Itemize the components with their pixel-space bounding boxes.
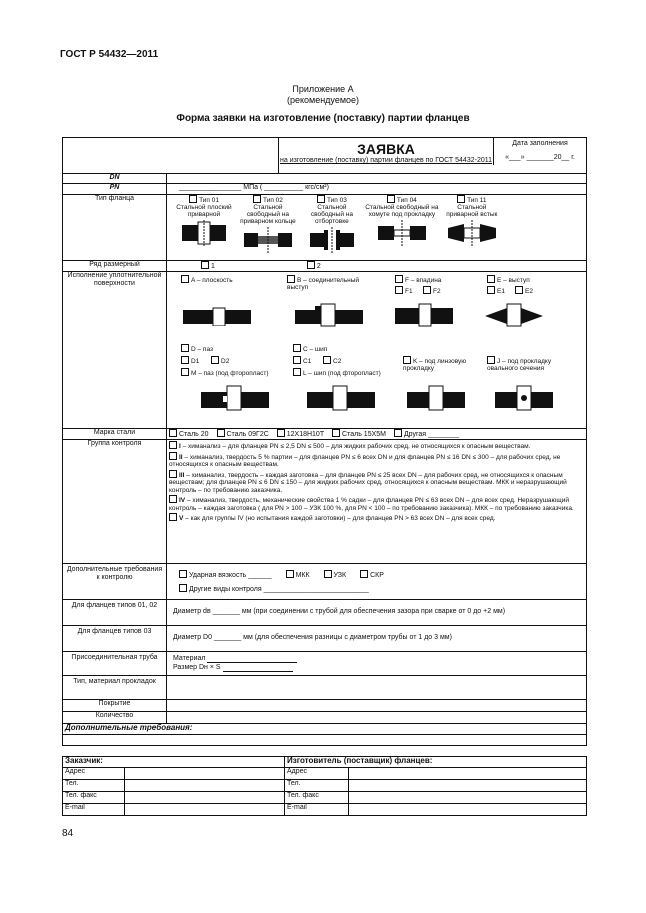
- checkbox[interactable]: [323, 356, 331, 364]
- manufacturer-fax-field[interactable]: [349, 792, 587, 804]
- control-group-text: – химанализ – для фланцев PN ≤ 2,5 DN ≤ 500 – для жидких рабочих сред, не относящихся к опасным веществам.: [182, 443, 531, 450]
- surface-l[interactable]: [293, 368, 381, 377]
- size-series-1[interactable]: [201, 263, 215, 270]
- checkbox[interactable]: [387, 195, 395, 203]
- form-title: Форма заявки на изготовление (поставку) партии фланцев: [176, 113, 470, 124]
- flange-type-label: Тип фланца: [63, 195, 167, 261]
- types-03-label: Для фланцев типов 03: [63, 626, 167, 652]
- surface-d[interactable]: [181, 344, 213, 353]
- date-label: Дата заполнения: [512, 140, 568, 147]
- application-form: [62, 137, 587, 746]
- surface-j-drawing: [495, 384, 555, 412]
- surface-j-label: J – под прокладку овального сечения: [487, 358, 552, 372]
- manufacturer-email-label: E-mail: [285, 804, 349, 816]
- surface-l-label: L – шип (под фторопласт): [303, 370, 381, 377]
- steel-name: 12Х18Н10Т: [286, 431, 325, 438]
- impact-option[interactable]: [179, 572, 272, 579]
- uzk-text: УЗК: [333, 572, 347, 579]
- quantity-field[interactable]: [167, 712, 587, 724]
- checkbox[interactable]: [169, 513, 177, 521]
- steel-label: Марка стали: [63, 429, 167, 440]
- surface-e2-label: E2: [525, 288, 533, 295]
- steel-name: Сталь 15Х5М: [342, 431, 386, 438]
- flange-type-desc: Стальной плоский приварной: [176, 204, 232, 218]
- customer-fax-label: Тел. факс: [63, 792, 125, 804]
- surface-e[interactable]: [487, 275, 530, 284]
- control-group-num: IV: [179, 497, 186, 504]
- quantity-label: Количество: [63, 712, 167, 724]
- surface-k[interactable]: [403, 356, 481, 372]
- customer-email-label: E-mail: [63, 804, 125, 816]
- flange-type-code: Тип 11: [467, 197, 487, 204]
- surface-e1-label: E1: [497, 288, 505, 295]
- control-group-label: Группа контроля: [63, 440, 167, 564]
- steel-option-1[interactable]: [169, 431, 209, 438]
- dn-value-field[interactable]: [167, 174, 587, 184]
- surface-d-drawing: [201, 384, 271, 412]
- flange-04-drawing: [374, 220, 430, 246]
- surface-e-drawing: [485, 302, 545, 328]
- uzk-option[interactable]: [324, 572, 347, 579]
- types-01-02-label: Для фланцев типов 01, 02: [63, 600, 167, 626]
- flange-02-drawing: [240, 227, 296, 253]
- surface-label: Исполнение уплотнительной поверхности: [63, 272, 167, 429]
- control-group-text: – химанализ, твердость – каждая заготовка – для фланцев PN ≤ 25 всех DN – для рабочих сред, не относящихся к опасным веществам; для фланцев PN ≤ 6 DN ≤ 150 – для жидких рабочих сред, относящихся к опасным веществам. МКК и неразрушающий контроль – по требованию заказчика.: [169, 471, 567, 494]
- customer-phone-field[interactable]: [125, 780, 285, 792]
- checkbox[interactable]: [201, 261, 209, 269]
- checkbox[interactable]: [487, 286, 495, 294]
- types-03-field[interactable]: [167, 626, 587, 652]
- surface-c1[interactable]: [293, 356, 311, 365]
- checkbox[interactable]: [395, 275, 403, 283]
- flange-type-04[interactable]: [365, 195, 439, 246]
- checkbox[interactable]: [293, 356, 301, 364]
- control-group-num: II: [179, 453, 183, 461]
- checkbox[interactable]: [394, 429, 402, 437]
- checkbox[interactable]: [332, 429, 340, 437]
- control-group-num: I: [179, 443, 181, 450]
- control-group-text: – как для группы IV (но испытания каждой заготовки) – для фланцев PN > 63 всех DN – для всех сред.: [185, 515, 496, 522]
- checkbox[interactable]: [253, 195, 261, 203]
- customer-address-label: Адрес: [63, 768, 125, 780]
- flange-type-desc: Стальной свободный на приварном кольце: [240, 204, 296, 225]
- customer-phone-label: Тел.: [63, 780, 125, 792]
- manufacturer-fax-label: Тел. факс: [285, 792, 349, 804]
- control-group-num: V: [179, 515, 184, 522]
- other-control-text: Другие виды контроля ___________________________: [189, 586, 369, 593]
- size-series-label: Ряд размерный: [63, 261, 167, 272]
- flange-type-desc: Стальной свободный на хомуте под прокладку: [365, 204, 439, 218]
- surface-c[interactable]: [293, 344, 327, 353]
- surface-d1-label: D1: [191, 358, 200, 365]
- control-group-2[interactable]: [169, 452, 584, 469]
- flange-type-desc: Стальной приварной встык: [446, 204, 498, 218]
- flange-03-drawing: [304, 227, 360, 253]
- contacts-table: [62, 756, 587, 816]
- surface-f-drawing: [395, 302, 455, 328]
- checkbox[interactable]: [189, 195, 197, 203]
- checkbox[interactable]: [169, 429, 177, 437]
- size-series-label-2: 2: [316, 263, 321, 270]
- types-01-02-text: Диаметр dв _______ мм (при соединении с трубой для обеспечения зазора при сварке от 0 до +2 мм): [173, 608, 506, 615]
- checkbox[interactable]: [324, 570, 332, 578]
- manufacturer-address-label: Адрес: [285, 768, 349, 780]
- customer-fax-field[interactable]: [125, 792, 285, 804]
- surface-m-label: M – паз (под фторопласт): [191, 370, 269, 377]
- surface-e-label: E – выступ: [497, 277, 530, 284]
- surface-c1-label: C1: [303, 358, 312, 365]
- checkbox[interactable]: [307, 261, 315, 269]
- surface-b-drawing: [295, 302, 365, 328]
- flange-type-01[interactable]: [173, 195, 235, 246]
- size-series-2[interactable]: [307, 263, 321, 270]
- customer-email-field[interactable]: [125, 804, 285, 816]
- manufacturer-phone-field[interactable]: [349, 780, 587, 792]
- steel-option-2[interactable]: [217, 431, 269, 438]
- ckr-text: СКР: [370, 572, 384, 579]
- checkbox[interactable]: [487, 356, 495, 364]
- checkbox[interactable]: [360, 570, 368, 578]
- manufacturer-address-field[interactable]: [349, 768, 587, 780]
- flange-type-desc: Стальной свободный на отбортовке: [310, 204, 353, 225]
- surface-c-label: C – шип: [303, 346, 328, 353]
- surface-d2-label: D2: [221, 358, 230, 365]
- pn-label: PN: [63, 184, 167, 195]
- checkbox[interactable]: [169, 470, 177, 478]
- pn-value-text: ________________ МПа ( __________ кгс/см²): [179, 184, 329, 191]
- document-header: ГОСТ Р 54432—2011: [60, 49, 159, 60]
- checkbox[interactable]: [403, 356, 411, 364]
- pipe-size-label: Размер Dн × S: [173, 664, 221, 671]
- surface-a-drawing: [183, 304, 253, 326]
- manufacturer-header: Изготовитель (поставщик) фланцев:: [285, 757, 587, 768]
- checkbox[interactable]: [293, 344, 301, 352]
- types-01-02-field[interactable]: [167, 600, 587, 626]
- flange-11-drawing: [444, 220, 500, 246]
- pipe-material-field[interactable]: [173, 654, 586, 663]
- surface-d2[interactable]: [211, 356, 229, 365]
- checkbox[interactable]: [181, 275, 189, 283]
- appendix-subtitle: (рекомендуемое): [286, 95, 360, 105]
- surface-d-label: D – паз: [191, 346, 213, 353]
- surface-b[interactable]: [287, 275, 373, 291]
- appendix-title: Приложение А: [292, 84, 354, 94]
- checkbox[interactable]: [395, 286, 403, 294]
- gasket-field[interactable]: [167, 676, 587, 700]
- additional-requirements: Дополнительные требования:: [63, 724, 587, 735]
- pipe-label: Присоединительная труба: [63, 652, 167, 676]
- ckr-option[interactable]: [360, 572, 384, 579]
- control-group-5[interactable]: [169, 513, 584, 523]
- surface-a[interactable]: [181, 275, 233, 284]
- flange-type-03[interactable]: [301, 195, 363, 253]
- surface-f-label: F – впадина: [405, 277, 442, 284]
- checkbox[interactable]: [181, 356, 189, 364]
- control-group-num: III: [179, 471, 185, 479]
- checkbox[interactable]: [181, 344, 189, 352]
- surface-f1[interactable]: [395, 286, 413, 295]
- checkbox[interactable]: [317, 195, 325, 203]
- checkbox[interactable]: [217, 429, 225, 437]
- surface-c2-label: C2: [333, 358, 342, 365]
- flange-type-11[interactable]: [441, 195, 503, 246]
- flange-type-02[interactable]: [237, 195, 299, 253]
- impact-text: Ударная вязкость ______: [189, 572, 272, 579]
- pn-value-field[interactable]: [167, 184, 587, 195]
- surface-j[interactable]: [487, 356, 573, 372]
- flange-type-code: Тип 03: [326, 197, 347, 204]
- surface-f2[interactable]: [423, 286, 441, 295]
- surface-f2-label: F2: [433, 288, 441, 295]
- application-subtitle: на изготовление (поставку) партии фланцев по ГОСТ 54432-2011: [280, 157, 492, 164]
- checkbox[interactable]: [181, 368, 189, 376]
- manufacturer-email-field[interactable]: [349, 804, 587, 816]
- additional-control-label: Дополнительные требования к контролю: [63, 564, 167, 600]
- surface-k-label: K – под линзовую прокладку: [403, 358, 467, 372]
- checkbox[interactable]: [179, 570, 187, 578]
- date-field[interactable]: «___» _______20__ г.: [505, 154, 575, 161]
- checkbox[interactable]: [179, 584, 187, 592]
- surface-d1[interactable]: [181, 356, 199, 365]
- control-group-3[interactable]: [169, 470, 584, 495]
- form-header-left: [63, 138, 279, 174]
- checkbox[interactable]: [211, 356, 219, 364]
- checkbox[interactable]: [423, 286, 431, 294]
- surface-options: [167, 272, 586, 427]
- size-series-label-1: 1: [211, 263, 215, 270]
- additional-requirements-field[interactable]: [63, 735, 587, 746]
- dn-label: DN: [63, 174, 167, 184]
- pipe-size-field[interactable]: [173, 663, 586, 672]
- surface-k-drawing: [407, 384, 467, 412]
- customer-address-field[interactable]: [125, 768, 285, 780]
- steel-option-5[interactable]: [394, 431, 459, 438]
- checkbox[interactable]: [515, 286, 523, 294]
- steel-option-4[interactable]: [332, 431, 386, 438]
- manufacturer-phone-label: Тел.: [285, 780, 349, 792]
- steel-name: Сталь 20: [179, 431, 209, 438]
- coating-field[interactable]: [167, 700, 587, 712]
- surface-f[interactable]: [395, 275, 441, 284]
- surface-m[interactable]: [181, 368, 269, 377]
- surface-c-drawing: [307, 384, 377, 412]
- checkbox[interactable]: [169, 452, 177, 460]
- other-control-option[interactable]: [179, 584, 586, 594]
- surface-b-label: B – соединительный выступ: [287, 277, 359, 291]
- control-group-4[interactable]: [169, 495, 584, 512]
- gasket-label: Тип, материал прокладок: [63, 676, 167, 700]
- mkk-option[interactable]: [286, 572, 310, 579]
- mkk-text: МКК: [295, 572, 310, 579]
- surface-e2[interactable]: [515, 286, 533, 295]
- types-03-text: Диаметр D0 _______ мм (для обеспечения разницы с диаметром трубы от 1 до 3 мм): [173, 634, 452, 641]
- flange-01-drawing: [176, 220, 232, 246]
- control-group-text: – химанализ, твердость 5 % партии – для фланцев PN ≤ 6 всех DN и для фланцев PN ≤ 16 DN ≤ 300 – для рабочих сред, не относящихся к опасным веществам.: [169, 453, 561, 468]
- surface-e1[interactable]: [487, 286, 505, 295]
- coating-label: Покрытие: [63, 700, 167, 712]
- flange-type-code: Тип 04: [396, 197, 417, 204]
- checkbox[interactable]: [293, 368, 301, 376]
- checkbox[interactable]: [487, 275, 495, 283]
- customer-header: Заказчик:: [63, 757, 285, 768]
- surface-f1-label: F1: [405, 288, 413, 295]
- steel-option-3[interactable]: [277, 431, 324, 438]
- checkbox[interactable]: [277, 429, 285, 437]
- checkbox[interactable]: [286, 570, 294, 578]
- steel-name: Другая ________: [403, 431, 460, 438]
- surface-a-label: A – плоскость: [191, 277, 233, 284]
- control-group-text: – химанализ, твердость, механические свойства 1 % садки – для фланцев PN ≤ 63 всех DN – для всех сред. Неразрушающий контроль – каждая заготовка ( для PN > 100 – УЗК 100 %, для PN < 100 – по требованию заказчика). МКК – по требованию заказчика.: [169, 497, 574, 512]
- flange-type-code: Тип 02: [263, 197, 283, 204]
- surface-c2[interactable]: [323, 356, 341, 365]
- form-header: [279, 138, 587, 174]
- control-group-1[interactable]: [169, 441, 584, 451]
- checkbox[interactable]: [169, 441, 177, 449]
- steel-name: Сталь 09Г2С: [226, 431, 269, 438]
- checkbox[interactable]: [457, 195, 465, 203]
- page-number: 84: [62, 828, 74, 839]
- flange-type-code: Тип 01: [199, 197, 219, 204]
- checkbox[interactable]: [169, 495, 177, 503]
- pipe-material-label: Материал: [173, 655, 206, 662]
- checkbox[interactable]: [287, 275, 295, 283]
- application-title: ЗАЯВКА: [357, 141, 415, 157]
